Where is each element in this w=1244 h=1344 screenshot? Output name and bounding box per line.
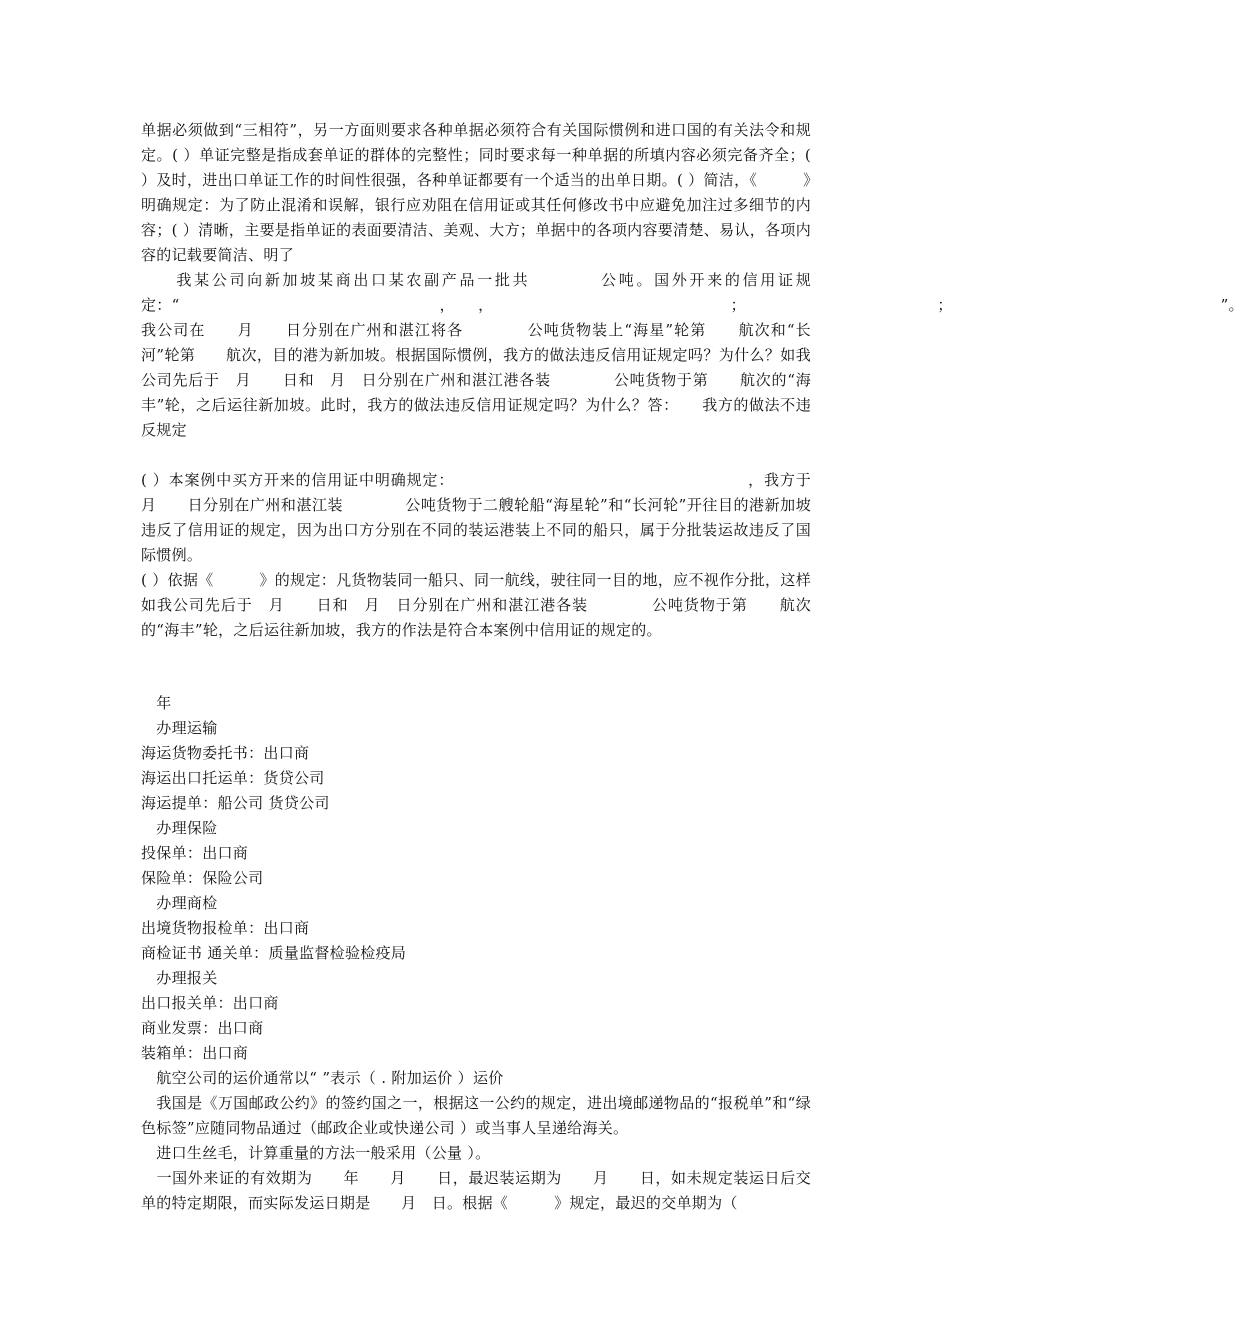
list-item: 办理报关 <box>141 969 218 987</box>
list-item: 办理运输 <box>141 719 218 737</box>
list-item: 装箱单：出口商 <box>141 1044 249 1062</box>
list-item: 办理保险 <box>141 819 218 837</box>
list-item: 商检证书 通关单：质量监督检验检疫局 <box>141 944 407 962</box>
paragraph-answer-two: ( ）依据《 》的规定：凡货物装同一船只、同一航线，驶往同一目的地，应不视作分批，这样如我公司先后于 月 日和 月 日分别在广州和湛江港各装 公吨货物于第 航次的“海丰”轮，之后运往新加坡，我方的作法是符合本案例中信用证的规定的。 <box>141 571 811 639</box>
list-item: 办理商检 <box>141 894 218 912</box>
paragraph-postal-convention: 我国是《万国邮政公约》的签约国之一，根据这一公约的规定，进出境邮递物品的“报税单”和“绿色标签”应随同物品通过（邮政企业或快递公司 ）或当事人呈递给海关。 <box>141 1094 811 1137</box>
year-heading: 年 <box>141 694 172 712</box>
list-item: 保险单：保险公司 <box>141 869 264 887</box>
paragraph-lc-validity: 一国外来证的有效期为 年 月 日，最迟装运期为 月 日，如未规定装运日后交单的特定期限，而实际发运日期是 月 日。根据《 》规定，最迟的交单期为（ <box>141 1169 811 1212</box>
paragraph-document-principles: 单据必须做到“三相符”，另一方面则要求各种单据必须符合有关国际惯例和进口国的有关法令和规定。( ）单证完整是指成套单证的群体的完整性；同时要求每一种单据的所填内容必须完备齐全；( ）及时，进出口单证工作的时间性很强，各种单证都要有一个适当的出单日期。( ）简洁，《 》明确规定：为了防止混淆和误解，银行应劝阻在信用证或其任何修改书中应避免加注过多细节的内容；( ）清晰，主要是指单证的表面要清洁、美观、大方；单据中的各项内容要清楚、易认，各项内容的记载要简洁、明了 <box>141 121 817 264</box>
paragraph-raw-silk: 进口生丝毛，计算重量的方法一般采用（公量 ）。 <box>141 1144 491 1162</box>
list-item: 航空公司的运价通常以“ ”表示（ . 附加运价 ）运价 <box>141 1069 504 1087</box>
list-item: 海运货物委托书：出口商 <box>141 744 310 762</box>
list-item: 投保单：出口商 <box>141 844 249 862</box>
list-item: 出境货物报检单：出口商 <box>141 919 310 937</box>
paragraph-answer-one: ( ）本案例中买方开来的信用证中明确规定： ，我方于 月 日分别在广州和湛江装 公吨货物于二艘轮船“海星轮”和“长河轮”开往目的港新加坡违反了信用证的规定，因为出口方分别在不同的装运港装上不同的船只，属于分批装运故违反了国际惯例。 <box>141 471 827 564</box>
list-item: 海运提单：船公司 货贷公司 <box>141 794 330 812</box>
list-item: 商业发票：出口商 <box>141 1019 264 1037</box>
list-item: 海运出口托运单：货贷公司 <box>141 769 325 787</box>
list-item: 出口报关单：出口商 <box>141 994 279 1012</box>
paragraph-case-question: 我某公司向新加坡某商出口某农副产品一批共 公吨。国外开来的信用证规定：“ ， ， ； ； ”。我公司在 月 日分别在广州和湛江将各 公吨货物装上“海星”轮第 航次和“长河”轮第 航次，目的港为新加坡。根据国际惯例，我方的做法违反信用证规定吗？为什么？如我公司先后于 月 日和 月 日分别在广州和湛江港各装 公吨货物于第 航次的“海丰”轮，之后运往新加坡。此时，我方的做法违反信用证规定吗？为什么？答： 我方的做法不违反规定 <box>141 271 1244 439</box>
